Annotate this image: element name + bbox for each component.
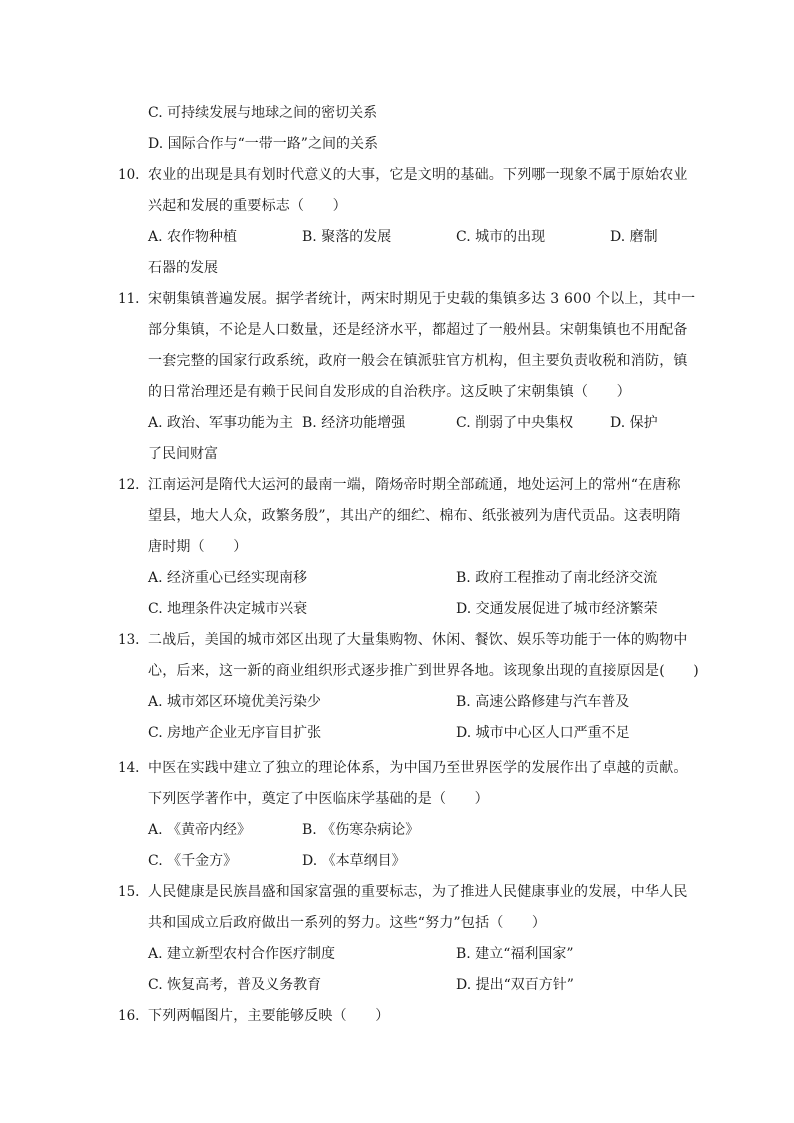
option-a: A. 经济重心已经实现南移 bbox=[148, 570, 308, 586]
option-b: B. 政府工程推动了南北经济交流 bbox=[456, 570, 658, 586]
option-c: C. 房地产企业无序盲目扩张 bbox=[148, 725, 322, 741]
option-d: D. 《本草纲目》 bbox=[302, 853, 406, 869]
question-stem: 宋朝集镇普遍发展。据学者统计，两宋时期见于史载的集镇多达 3 600 个以上，其中一 bbox=[148, 291, 696, 307]
question-number: 12. bbox=[118, 477, 140, 493]
question-stem: 心，后来，这一新的商业组织形式逐步推广到世界各地。该现象出现的直接原因是( ) bbox=[148, 663, 699, 679]
question-stem: 唐时期（ ） bbox=[148, 539, 248, 555]
option-c: C. 恢复高考，普及义务教育 bbox=[148, 977, 322, 993]
question-stem: 兴起和发展的重要标志（ ） bbox=[148, 198, 347, 214]
option-b: B. 聚落的发展 bbox=[302, 229, 392, 245]
option-c: C. 削弱了中央集权 bbox=[456, 415, 574, 431]
question-number: 15. bbox=[118, 884, 140, 900]
option-wrap: 了民间财富 bbox=[148, 446, 218, 462]
question-stem: 下列医学著作中，奠定了中医临床学基础的是（ ） bbox=[148, 791, 489, 807]
question-stem: 人民健康是民族昌盛和国家富强的重要标志，为了推进人民健康事业的发展，中华人民 bbox=[148, 884, 688, 900]
question-number: 16. bbox=[118, 1008, 140, 1024]
option-a: A. 城市郊区环境优美污染少 bbox=[148, 694, 322, 710]
option-c: C. 《千金方》 bbox=[148, 853, 238, 869]
question-number: 11. bbox=[118, 291, 140, 307]
option-b: B. 经济功能增强 bbox=[302, 415, 406, 431]
question-stem: 中医在实践中建立了独立的理论体系，为中国乃至世界医学的发展作出了卓越的贡献。 bbox=[148, 760, 688, 776]
option-a: A. 农作物种植 bbox=[148, 229, 238, 245]
question-stem: 望县，地大人众，政繁务殷”，其出产的细纻、棉布、纸张被列为唐代贡品。这表明隋 bbox=[148, 508, 681, 524]
option-a: A. 建立新型农村合作医疗制度 bbox=[148, 946, 336, 962]
option-a: A. 政治、军事功能为主 bbox=[148, 415, 294, 431]
question-stem: 二战后，美国的城市郊区出现了大量集购物、休闲、餐饮、娱乐等功能于一体的购物中 bbox=[148, 632, 688, 648]
question-number: 14. bbox=[118, 760, 140, 776]
question-stem: 共和国成立后政府做出一系列的努力。这些“努力”包括（ ） bbox=[148, 915, 547, 931]
option-d: D. 交通发展促进了城市经济繁荣 bbox=[456, 601, 658, 617]
option-b: B. 高速公路修建与汽车普及 bbox=[456, 694, 630, 710]
option-b: B. 《伤寒杂病论》 bbox=[302, 822, 420, 838]
question-stem: 一套完整的国家行政系统，政府一般会在镇派驻官方机构，但主要负责收税和消防，镇 bbox=[148, 353, 688, 369]
question-stem: 下列两幅图片，主要能够反映（ ） bbox=[148, 1008, 390, 1024]
option-c: C. 地理条件决定城市兴衰 bbox=[148, 601, 308, 617]
question-stem: 的日常治理还是有赖于民间自发形成的自治秩序。这反映了宋朝集镇（ ） bbox=[148, 384, 631, 400]
question-stem: 江南运河是隋代大运河的最南一端，隋炀帝时期全部疏通，地处运河上的常州“在唐称 bbox=[148, 477, 681, 493]
question-stem: 农业的出现是具有划时代意义的大事，它是文明的基础。下列哪一现象不属于原始农业 bbox=[148, 167, 688, 183]
option-wrap: 石器的发展 bbox=[148, 260, 218, 276]
option-d-prev: D. 国际合作与“一带一路”之间的关系 bbox=[148, 136, 378, 152]
question-stem: 部分集镇，不论是人口数量，还是经济水平，都超过了一般州县。宋朝集镇也不用配备 bbox=[148, 322, 688, 338]
option-c-prev: C. 可持续发展与地球之间的密切关系 bbox=[148, 105, 378, 121]
option-d: D. 城市中心区人口严重不足 bbox=[456, 725, 630, 741]
option-d: D. 提出“双百方针” bbox=[456, 977, 574, 993]
question-number: 13. bbox=[118, 632, 140, 648]
option-c: C. 城市的出现 bbox=[456, 229, 546, 245]
question-number: 10. bbox=[118, 167, 140, 183]
option-d: D. 磨制 bbox=[610, 229, 658, 245]
option-b: B. 建立“福利国家” bbox=[456, 946, 574, 962]
option-d: D. 保护 bbox=[610, 415, 658, 431]
option-a: A. 《黄帝内经》 bbox=[148, 822, 252, 838]
